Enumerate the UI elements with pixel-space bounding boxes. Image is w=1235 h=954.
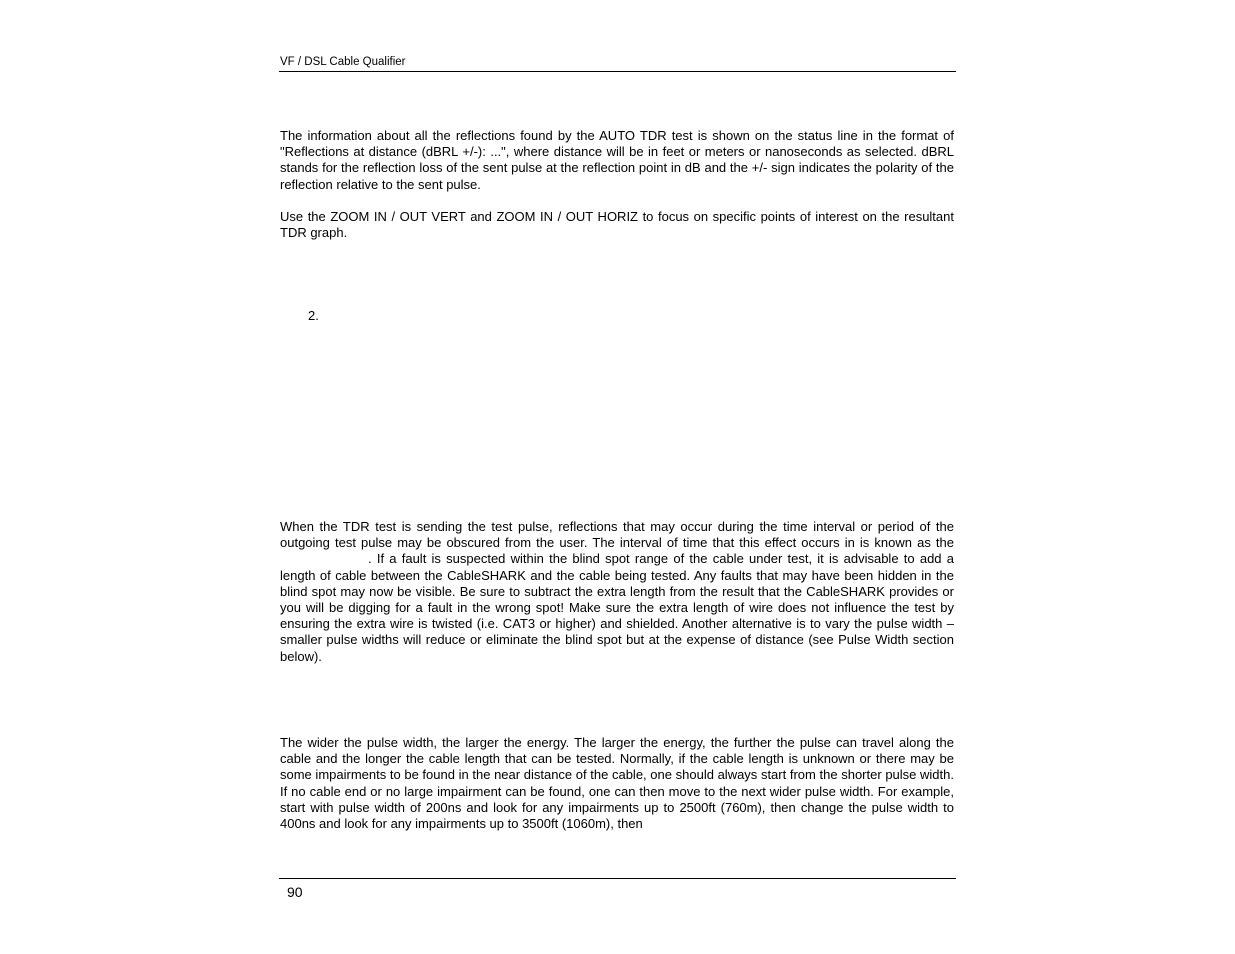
paragraph-blind-spot (280, 519, 954, 665)
page-number: 90 (287, 884, 303, 900)
paragraph-reflections: The information about all the reflections found by the AUTO TDR test is shown on the status line in the format of "Reflections at distance (dBRL +/-): ...", where distance will be in feet or meters or nanoseconds as selected. dBRL stands for the reflection loss of the sent pulse at the reflection point in dB and the +/- sign indicates the polarity of the reflection relative to the sent pulse. (280, 128, 954, 192)
paragraph-pulse-width: The wider the pulse width, the larger the energy. The larger the energy, the further the pulse can travel along the cable and the longer the cable length that can be tested. Normally, if the cable length is unknown or there may be some impairments to be found in the near distance of the cable, one should always start from the shorter pulse width. If no cable end or no large impairment can be found, one can then move to the next wider pulse width. For example, start with pulse width of 200ns and look for any impairments up to 2500ft (760m), then change the pulse width to 400ns and look for any impairments up to 3500ft (1060m), then (280, 735, 954, 832)
blind-spot-text-end: . If a fault is suspected within the blind spot range of the cable under test, it is advisable to add a length of cable between the CableSHARK and the cable being tested. Any faults that may have been hidden in the blind spot may now be visible. Be sure to subtract the extra length from the result that the CableSHARK provides or you will be digging for a fault in the wrong spot! Make sure the extra length of wire does not influence the test by ensuring the extra wire is twisted (i.e. CAT3 or higher) and shielded. Another alternative is to vary the pulse width – smaller pulse widths will reduce or eliminate the blind spot but at the expense of distance (see Pulse Width section below). (280, 551, 954, 664)
running-header: VF / DSL Cable Qualifier (280, 56, 406, 68)
list-marker: 2. (308, 308, 319, 323)
header-divider (279, 71, 956, 72)
blind-spot-text-start: When the TDR test is sending the test pulse, reflections that may occur during the time interval or period of the outgoing test pulse may be obscured from the user. The interval of time that this effect occurs in is known as the (280, 519, 954, 551)
footer-divider (279, 878, 956, 879)
paragraph-zoom: Use the ZOOM IN / OUT VERT and ZOOM IN / OUT HORIZ to focus on specific points of interest on the resultant TDR graph. (280, 209, 954, 241)
